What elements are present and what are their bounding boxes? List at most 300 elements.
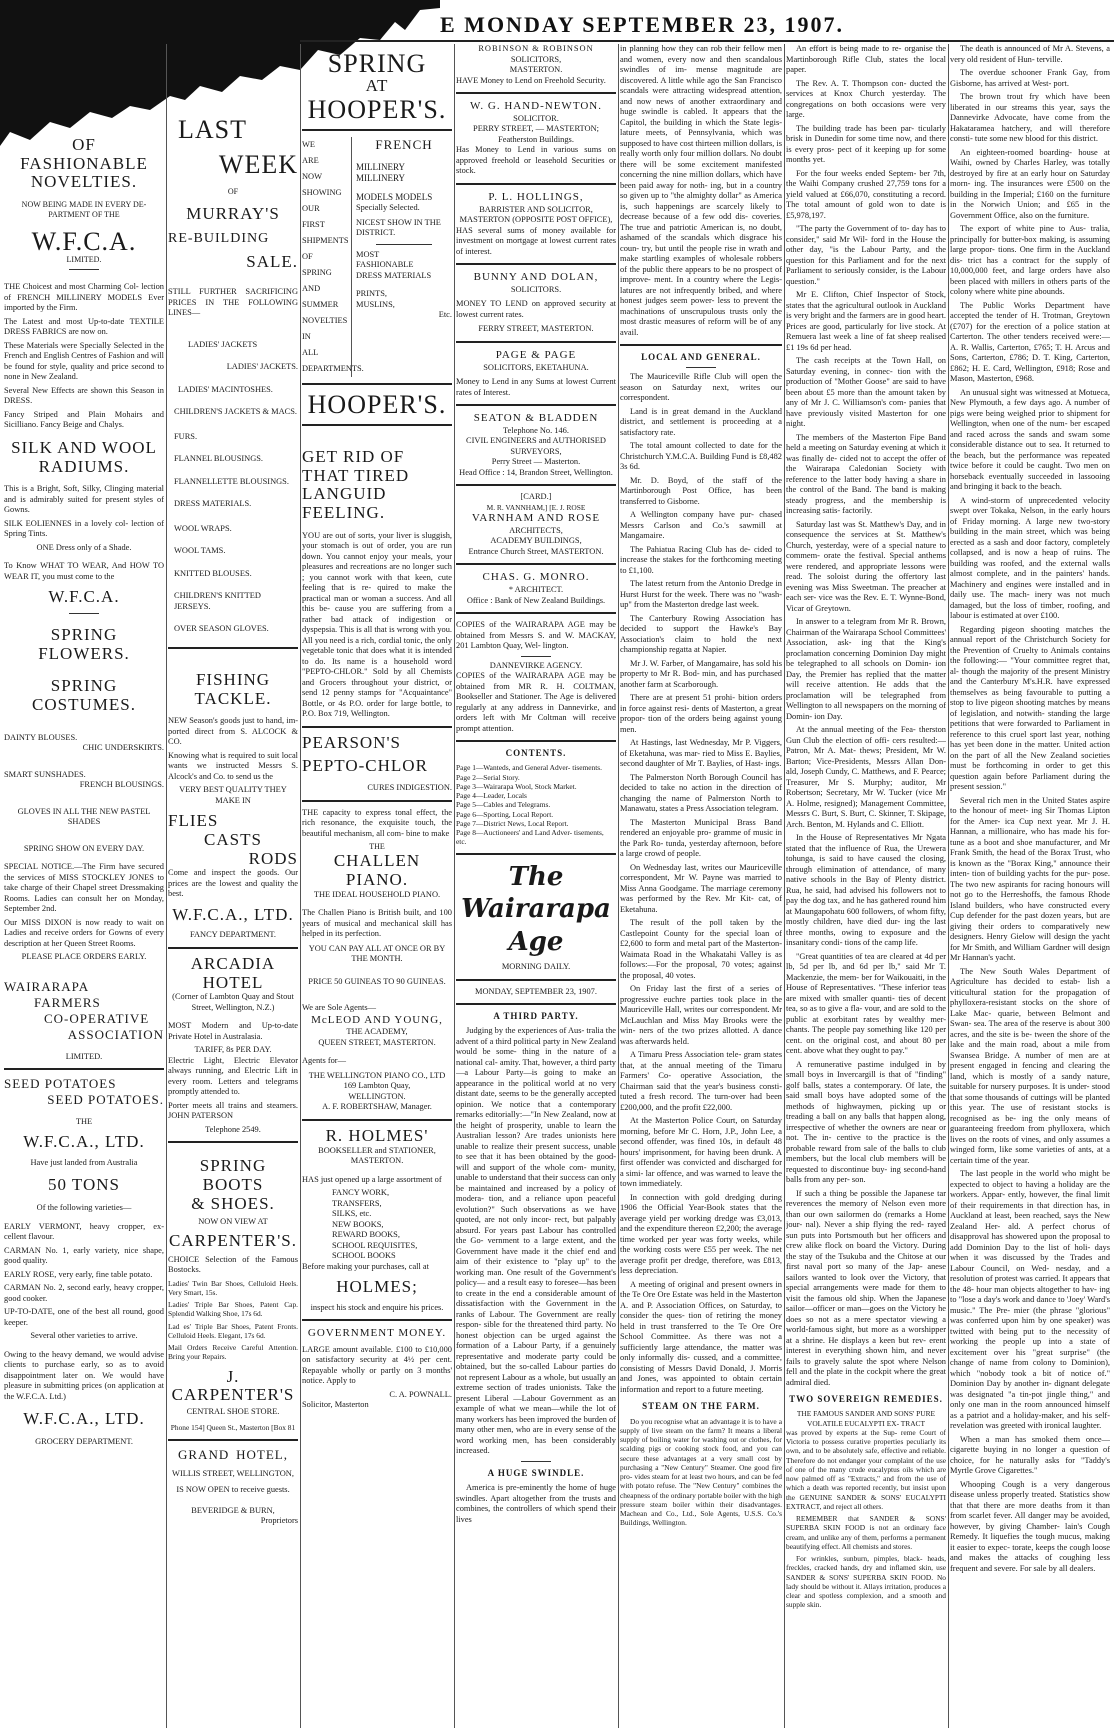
ad-text: PRINTS, bbox=[356, 289, 387, 299]
ad-heading: LANGUID bbox=[302, 484, 387, 504]
ad-paragraph: Come and inspect the goods. Our prices are the lowest and quality the best. bbox=[168, 868, 298, 899]
column-rule bbox=[166, 44, 167, 1728]
news-paragraph: When a man has smoked them once—cigarette buying in no longer a question of choice, for he naturally asks for "Taddy's Myrtle Grove Cigarettes." bbox=[950, 1434, 1110, 1475]
we-are-list bbox=[302, 137, 364, 377]
ad-text: Proprietors bbox=[260, 1516, 298, 1526]
news-paragraph: Whooping Cough is a very dangerous disease unless properly treated. Statistics show that that there are more deaths from it than from scarlet fever. All danger may be avoided, however, by giving Chamber- lain's Cough Remedy. It liquefies the tough mucus, making it easier to expec- torate, keeps the cough loose and makes the attacks of coughing less frequent and severe. For sale by all dealers. bbox=[950, 1479, 1110, 1573]
card-text: COPIES of the WAIRARAPA AGE may be obtained from MR R. H. COLTMAN, Bookseller and Stationer. The Age is delivered regularly at any address in Dannevirke, and orders left with Mr Coltman will receive prompt attention. bbox=[456, 671, 616, 733]
ad-heading: CO-OPERATIVE bbox=[44, 1011, 150, 1027]
news-paragraph: At Hastings, last Wednesday, Mr P. Viggers, of Eketahuna, was mar- ried to Miss E. Baylies, second daughter of Mr T. Baylies, of Hast- ings. bbox=[620, 738, 782, 769]
divider bbox=[4, 1068, 164, 1070]
ad-heading: McLEOD AND YOUNG, bbox=[311, 1013, 443, 1026]
news-paragraph: At the annual meeting of the Fea- therston Gun Club the election of offi- cers resulted:—Patron, Mr A. Mat- thews; President, Mr W. Barton; Vice-Presidents, Messrs Allan Don- ald, Joseph Cundy, C. Matthews, and F. Pearce; Treasurer, Mr S. Murphy; auditor, Mr Robertson; Secretary, Mr W. Tucker (vice Mr A. Holme, resigned); Management Committee, Messrs C. Burt, S. Burt, C. Skinner, T. Skipage, Arch. Benton, M. Hylands and C. Elliott. bbox=[786, 725, 946, 829]
divider bbox=[456, 263, 616, 265]
card-text: BARRISTER AND SOLICITOR, bbox=[479, 204, 593, 214]
ad-heading: CARPENTER'S. bbox=[169, 1230, 297, 1250]
ad-paragraph: was proved by experts at the Sup- reme Court of Victoria to possess curative properties peculiarly its own, and to be absolutely safe, effective and reliable. Therefore do not endanger your complaint of the use of one of the many crude eucalyptus oils which are now palmed off as "Extracts," and from the use of which a death was reported recently, but insist upon the GENUINE SANDER & SONS' EUCALYPTI EXTRACT, and reject all others. bbox=[786, 1427, 946, 1511]
list-word: OF bbox=[302, 252, 313, 262]
article-headline: A THIRD PARTY. bbox=[493, 1011, 579, 1021]
list-item: SCHOOL REQUISITES, bbox=[332, 1240, 418, 1250]
ad-heading: HOTEL, bbox=[236, 1446, 288, 1462]
column-hoopers-advert bbox=[302, 44, 452, 1734]
news-paragraph: On Friday last the first of a series of progressive euchre parties took place in the Mauriceville Hall, writes our correspondent. Mr McLauchlan and Miss May Brooks were the win- ners of the two prizes allotted. A dance was afterwards held. bbox=[620, 984, 782, 1046]
news-paragraph: "The party the Government of to- day has to consider," said Mr Wil- ford in the House the other day, "is the Labour Party, and the question for this Parliament and for the next Parliament to seriously consider, is the Labour question." bbox=[786, 224, 946, 286]
ad-heading: SALE. bbox=[246, 251, 298, 271]
list-word: NOVELTIES bbox=[302, 315, 348, 325]
news-paragraph: Mr. D. Boyd, of the staff of the Martinborough Post Office, has been transferred to Gisborne. bbox=[620, 475, 782, 506]
news-paragraph: Saturday last was St. Matthew's Day, and in consequence the services at St. Matthew's Church, yesterday, were of a special nature to commem- orate the festival. Special anthems were rendered, and appropriate lessons were read. The soloist during the offertory last evening was Miss Sweetman. The preacher at each ser- vice was the Rev. E. T. Wynne-Bond, Vicar of Greytown. bbox=[786, 519, 946, 613]
card-text: Head Office : 14, Brandon Street, Wellington. bbox=[459, 467, 613, 477]
ad-text: THE bbox=[369, 842, 385, 852]
card-heading: BUNNY AND DOLAN, bbox=[473, 271, 599, 283]
ad-heading: GOVERNMENT MONEY. bbox=[307, 1327, 447, 1340]
contents-heading: CONTENTS. bbox=[505, 748, 567, 758]
top-rule bbox=[300, 40, 1114, 42]
news-paragraph: At the Masterton Police Court, on Saturday morning, before Mr C. Horn, J.P., John Lee, a second offender, was fined 10s, in default 48 hours' imprisonment, for having been drunk. A first offender was convicted and discharged for a simi- lar offence, and was warned to leave the town immediately. bbox=[620, 1116, 782, 1189]
ad-text: IS NOW OPEN to receive guests. bbox=[176, 1485, 290, 1495]
article-headline: STEAM ON THE FARM. bbox=[642, 1401, 760, 1412]
column-rule bbox=[618, 44, 619, 1728]
ad-heading: WAIRARAPA bbox=[4, 978, 90, 994]
news-paragraph: A meeting of original and present owners in the Te Ore Ore Estate was held in the Masterton A. and P. Association Offices, on Saturday, to consider the ques- tion of retiring the money held in trust transferred to the Te Ore Ore School Committee. As there was not a sufficiently large attendance, the matter was only informally dis- cussed, and a committee, consisting of Messrs David Donald, J. Morris and Jones, was appointed to obtain certain information and report to a future meeting. bbox=[620, 1279, 782, 1394]
ad-text: Solicitor, Masterton bbox=[302, 1400, 369, 1410]
ad-text: We are Sole Agents— bbox=[302, 1003, 376, 1013]
card-text: Entrance Church Street, MASTERTON. bbox=[468, 546, 604, 556]
divider bbox=[456, 341, 616, 343]
ad-text: WILLIS STREET, WELLINGTON, bbox=[172, 1468, 294, 1478]
list-item: SILKS, etc. bbox=[332, 1209, 372, 1219]
ad-text: LIMITED. bbox=[66, 255, 102, 265]
contents-item: Page 5—Cables and Telegrams. bbox=[456, 800, 551, 810]
news-paragraph: A wind-storm of unprecedented velocity swept over Tokaka, Nelson, in the early hours of Friday morning. A large new two-story building in the main street, which was being erected as a sash and door factory, completely collapsed, and is now a heap of ruins. The building was roofed, and the external walls almost complete, and in the painters' hands. Machinery and engines were installed and in daily use. The mach- inery was not much damaged, but the loss of timber, roofing, and labour is estimated at over £100. bbox=[950, 495, 1110, 620]
ad-text: THE bbox=[75, 1116, 93, 1126]
column-wfca-advert bbox=[4, 44, 164, 1734]
article-body: Judging by the experiences of Aus- tralia the advent of a third political party in New Zealand would be some- thing in the nature of a national cal- amity. That, however, a third party —a Labour Party—is going to make an appearance in the political world at no very distant date, seems to be the generally accepted opinion. We notice that a contemporary remarks editorially:—"In New Zealand, now at the height of prosperity, unable to learn the Australian lesson? Are trades unionists here unable to realize their present success, unable to see that it has been obtained by the good- will and support of the whole com- munity, unable to understand that their success can only be maintained and increased by a policy of modera- tion, and a reliance upon peaceful evolution?" Such observations as we have quoted, are not only incor- rect, but palpably absurd. For years past Labour has controlled the Go- vernment to a large extent, and the Government have made it the chief end and aim of their existence to "play up" to the working man. One result of the Government's policy— and a result easy to foresee—has been to create in the end a considerable amount of dissatisfaction with the Government in the ranks of Labour. The Government are really respon- sible for the threatened third party. No honest objection can be urged against the formation of a Labour Party, if a genuinely representative and moderate party could be obtained, but the so-called Labour parties do not represent Labour as a whole, but usually an extreme section of trades unionists. Take the present Liberal —Labour Government as an example of what we mean—while the lot of many workers has been improved the burden of many other men, who are in every sense of the word working men, has been considerably increased. bbox=[456, 1026, 616, 1456]
card-text: Perry Street — Masterton. bbox=[491, 457, 581, 467]
news-paragraph: Land is in great demand in the Auckland district, and settlement is proceeding at a satisfactory rate. bbox=[620, 406, 782, 437]
ad-heading: CASTS bbox=[204, 829, 262, 849]
column-rule bbox=[300, 44, 301, 1728]
news-paragraph: The Rev. A. T. Thompson con- ducted the services at Knox Church yesterday. The congregations on both occasions were very large. bbox=[786, 78, 946, 119]
ad-line-item: OVER SEASON GLOVES. bbox=[174, 624, 269, 634]
news-paragraph: The Pahiatua Racing Club has de- cided to increase the stakes for the forthcoming meeting to £1,100. bbox=[620, 544, 782, 575]
ad-paragraph: The Latest and most Up-to-date TEXTILE DRESS FABRICS are now on. bbox=[4, 316, 164, 337]
list-word: DEPARTMENTS. bbox=[302, 363, 364, 373]
ad-text: FASHIONABLE bbox=[356, 260, 414, 270]
ad-paragraph: HAS just opened up a large assortment of bbox=[302, 1174, 442, 1184]
ad-text: A. F. ROBERTSHAW, Manager. bbox=[322, 1102, 432, 1112]
ad-line-item: CHILDREN'S KNITTED JERSEYS. bbox=[174, 591, 261, 611]
article-headline: TWO SOVEREIGN REMEDIES. bbox=[789, 1394, 943, 1404]
ad-heading: PEARSON'S bbox=[302, 732, 401, 752]
ad-heading: OF bbox=[72, 135, 96, 154]
ad-heading: SPRING FLOWERS. bbox=[38, 624, 130, 663]
card-heading: VARNHAM AND ROSE bbox=[471, 512, 601, 524]
ad-paragraph: UP-TO-DATE, one of the best all round, good keeper. bbox=[4, 1307, 164, 1327]
ad-heading: SILK AND WOOL RADIUMS. bbox=[11, 437, 157, 476]
list-word: SHOWING bbox=[302, 188, 342, 198]
column-local-news bbox=[620, 44, 782, 1734]
card-heading: ROBINSON & ROBINSON bbox=[478, 44, 594, 53]
divider bbox=[302, 800, 452, 802]
column-news-continued bbox=[786, 44, 946, 1734]
ad-paragraph: Our MISS DIXON is now ready to wait on Ladies and receive orders for Gowns of every description at her Queen Street Rooms. bbox=[4, 917, 164, 948]
news-paragraph: The overdue schooner Frank Gay, from Gisborne, has arrived at West- port. bbox=[950, 68, 1110, 88]
news-paragraph: The Mauriceville Rifle Club will open the season on Saturday next, writes our correspondent. bbox=[620, 372, 782, 403]
ad-heading: TACKLE. bbox=[194, 688, 272, 708]
ad-line-item: LADIES' MACINTOSHES. bbox=[178, 384, 273, 394]
ad-paragraph: Knowing what is required to suit local wants we instructed Messrs S. Alcock's and Co. to send us the bbox=[168, 750, 298, 781]
divider bbox=[456, 563, 616, 565]
ad-text: Etc. bbox=[438, 310, 452, 320]
card-text: SOLICITORS, EKETAHUNA. bbox=[483, 362, 589, 372]
ad-text: Phone 154] Queen St., Masterton [Box 81 bbox=[170, 1423, 296, 1433]
ad-text: BEVERIDGE & BURN, bbox=[191, 1505, 275, 1515]
ad-text: DAINTY BLOUSES. bbox=[4, 732, 78, 742]
ad-heading: FISHING bbox=[195, 669, 271, 689]
ad-paragraph: REMEMBER that SANDER & SONS' SUPERBA SKIN FOOD is not an ordinary face cream, and unlike any of them, performs a permanent beautifying effect. All chemists and stores. bbox=[786, 1514, 946, 1551]
news-paragraph: The Palmerston North Borough Council has decided to take no action in the direction of changing the name of Palmerston North to Manawatu, states a Press Association telegram. bbox=[620, 772, 782, 814]
ad-heading: HOOPER'S. bbox=[307, 94, 447, 124]
ad-text: GLOVES IN ALL THE NEW PASTEL SHADES bbox=[17, 806, 151, 827]
ad-heading: PIANO. bbox=[345, 869, 409, 889]
contents-list bbox=[456, 763, 616, 846]
masthead-date: E MONDAY SEPTEMBER 23, 1907. bbox=[440, 12, 844, 37]
divider bbox=[168, 647, 298, 649]
ad-line-item: WOOL WRAPS. bbox=[174, 523, 232, 533]
card-text: PERRY STREET, — MASTERTON; Featherston Buildings. bbox=[473, 124, 599, 144]
card-text: * ARCHITECT. bbox=[508, 585, 564, 594]
divider bbox=[302, 424, 452, 426]
list-item: NEW BOOKS, bbox=[332, 1219, 384, 1229]
ad-text: MOST bbox=[356, 249, 380, 259]
card-text: MASTERTON (OPPOSITE POST OFFICE), bbox=[459, 215, 613, 224]
ad-heading: AT bbox=[365, 76, 389, 96]
ad-heading: MURRAY'S bbox=[186, 203, 280, 223]
divider bbox=[302, 1319, 452, 1321]
ad-text: VERY BEST QUALITY THEY MAKE IN bbox=[179, 785, 287, 805]
ad-paragraph: Owing to the heavy demand, we would advise clients to purchase early, so as to avoid disappointment later on. We would have pleasure in submitting prices (on application at the W.F.C.A. Ltd.) bbox=[4, 1349, 164, 1401]
ad-text: QUEEN STREET, MASTERTON. bbox=[318, 1037, 436, 1047]
ad-text: THE IDEAL HOUSEHOLD PIANO. bbox=[313, 889, 441, 899]
divider bbox=[456, 1003, 616, 1005]
ad-heading: J. CARPENTER'S bbox=[171, 1366, 295, 1405]
list-word: OUR bbox=[302, 204, 320, 214]
card-heading: P. L. HOLLINGS, bbox=[488, 190, 584, 203]
ad-text: BOOKSELLER and STATIONER, MASTERTON. bbox=[318, 1145, 436, 1166]
ad-heading: RODS bbox=[248, 848, 298, 868]
ad-text: Of the following varieties— bbox=[36, 1203, 132, 1213]
ad-heading: SPRING BOOTS bbox=[199, 1156, 267, 1195]
nameplate-sub: MORNING DAILY. bbox=[501, 962, 571, 971]
ad-paragraph: For wrinkles, sunburn, pimples, black- heads, freckles, cracked hands, dry and inflamed skin, use SANDER & SONS' SUPERBA SKIN FOOD. No lady should be without it. Allays irritation, produces a clear and spotless complexion, and a smooth and supple skin. bbox=[786, 1554, 946, 1610]
ad-heading: FASHIONABLE bbox=[20, 153, 148, 173]
ad-heading: FEELING. bbox=[302, 503, 386, 523]
list-word: SPRING bbox=[302, 268, 332, 278]
ad-text: Specially Selected. bbox=[356, 203, 420, 213]
news-paragraph: For the four weeks ended Septem- ber 7th, the Waihi Company crushed 27,759 tons for a yield valued at £66,070, constituting a record. The total amount of gold won to date is £5,978,197. bbox=[786, 168, 946, 220]
divider bbox=[69, 269, 99, 270]
news-paragraph: The Canterbury Rowing Association has decided to support the Hawke's Bay Association's claim to hold the next championship regatta at Napier. bbox=[620, 613, 782, 655]
news-paragraph: The death is announced of Mr A. Stevens, a very old resident of Hun- terville. bbox=[950, 44, 1110, 64]
ad-text: Several other varieties to arrive. bbox=[30, 1331, 138, 1341]
ad-paragraph: Lad es' Triple Bar Shoes, Patent Fronts. Celluloid Heels. Elegant, 17s 6d. bbox=[168, 1321, 298, 1340]
ad-text: MUSLINS, bbox=[356, 299, 395, 309]
news-paragraph: "Great quantities of tea are cleared at 4d per lb, 5d per lb, and 6d per lb," said Mr T. Mackenzie, the mem- ber for Waikouaiti, in the House of Representatives. "These inferior teas are mixed with smaller quanti- ties of decent tea, so as to give a fla- vour, and are sold to the public at exorbitant rates by wealthy mer- chants. The people pay something like 120 per cent. on the original cost, and about 80 per cent. above what they ought to pay." bbox=[786, 951, 946, 1055]
news-paragraph: The last people in the world who might be expected to object to having a holiday are the workers. Appar- ently, however, the final limit of their requirements in that direction has, in Auckland at least, been reached, says the New Zealand Her- ald. A perfect chorus of disapproval has showered upon the proposal to add Dominion Day to the list of holi- days when it was discussed by the Trades and Labour Council, on Wed- nesday, and a resolution of protest was carried. It appears that the 48- hour man objects altogether to hav- ing to "lose a day's work and dance to 'Joey' Ward's music." The Pre- mier (the phrase "glorious" was conferred upon him by one speaker) was twitted with being put to the necessity of working the people up into a state of excitement over his "great surprise" (the change of name from colony to Dominion), which "nobody took a bit of notice of." Dominion Day by another in- dignant delegate was designated "a tin-pot jingle thing," and only one man in the room announced himself as a patriot and a holiday-maker, and his self-revelation was greeted with ironical laughter. bbox=[950, 1169, 1110, 1430]
ad-paragraph: Several New Effects are shown this Season in DRESS. bbox=[4, 385, 164, 406]
ad-paragraph: Ladies' Triple Bar Shoes, Patent Cap. Splendid Walking Shoe, 17s 6d. bbox=[168, 1300, 298, 1319]
ad-paragraph: SILK EOLIENNES in a lovely col- lection of Spring Tints. bbox=[4, 518, 164, 539]
ad-text: Agents for— bbox=[302, 1056, 346, 1066]
issue-date: MONDAY, SEPTEMBER 23, 1907. bbox=[475, 986, 597, 996]
wfca-logo-text: W.F.C.A., LTD. bbox=[23, 1409, 145, 1429]
ad-paragraph: Mail Orders Receive Careful Attention. Bring your Repairs. bbox=[168, 1343, 298, 1362]
card-text: Telephone No. 146. bbox=[503, 425, 569, 435]
card-heading: CHAS. G. MONRO. bbox=[482, 571, 590, 584]
ad-text: inspect his stock and enquire his prices. bbox=[310, 1302, 444, 1312]
card-text: HAVE Money to Lend on Freehold Security. bbox=[456, 75, 606, 85]
column-rule bbox=[454, 44, 455, 1728]
ad-text: NOW ON VIEW AT bbox=[198, 1217, 268, 1227]
divider bbox=[456, 183, 616, 185]
card-text: CIVIL ENGINEERS and AUTHORISED SURVEYORS, bbox=[466, 436, 606, 456]
ad-heading: FARMERS bbox=[34, 994, 101, 1010]
contents-item: Page 7—District News, Local Report. bbox=[456, 818, 569, 828]
ad-line-item: WOOL TAMS. bbox=[174, 546, 226, 556]
news-paragraph: The export of white pine to Aus- tralia, principally for butter-box making, is assuming large propor- tions. One firm in the Auckland dis- trict has a contract for the supply of 10,000,000 feet, and large orders have also been placed with millers in others parts of the colony where white pine abounds. bbox=[950, 224, 1110, 296]
news-paragraph: There are at present 51 prohi- bition orders in force against resi- dents of Masterton, a great propor- tion of the orders being against young men. bbox=[620, 693, 782, 734]
ad-text: PARTMENT OF THE bbox=[48, 210, 120, 220]
list-word: ALL bbox=[302, 347, 319, 357]
ad-line-item: FLANNELLETTE BLOUSINGS. bbox=[174, 476, 289, 486]
column-rule bbox=[948, 44, 949, 1728]
divider bbox=[168, 1141, 298, 1143]
news-paragraph: The total amount collected to date for the Christchurch Y.M.C.A. Building Fund is £8,482 3s 6d. bbox=[620, 441, 782, 472]
card-text: SOLICITOR. bbox=[513, 113, 559, 123]
ad-line-item: CHILDREN'S JACKETS & MACS. bbox=[174, 407, 297, 417]
ad-heading: GRAND bbox=[178, 1446, 230, 1462]
ad-text: LIMITED. bbox=[65, 1051, 103, 1061]
ad-text: 169 Lambton Quay, bbox=[343, 1081, 411, 1091]
news-paragraph: Do you recognise what an advantage it is to have a supply of live steam on the farm? It means a liberal supply of boiling water for washing out or clothes, for scalding pigs or cooking stock food, and you can secure these advantages at a very small cost by purchasing a "New Century" Steamer. One good fire pro- vides steam for at least two hours, and can be fed with potato refuse. The "New Century" combines the cheapness of the ordinary portable boiler with the high pressure steam boiler within their disadvantages. Machean and Co., Ltd., Sole Agents, U.S.S. Co.'s Buildings, Wellington. bbox=[620, 1416, 782, 1528]
goods-list bbox=[302, 1188, 452, 1262]
ad-heading: HOLMES; bbox=[336, 1277, 418, 1297]
wfca-logo-text: W.F.C.A. bbox=[31, 227, 137, 257]
ad-heading: SPRING bbox=[327, 49, 427, 78]
divider bbox=[302, 1119, 452, 1121]
ad-text: TARIFF, 8s PER DAY. bbox=[194, 1045, 272, 1055]
divider bbox=[302, 129, 452, 131]
ad-paragraph: THE capacity to express tonal effect, the rich resonance, the exquisite touch, the beautiful mechanism, all com- bine to make bbox=[302, 807, 452, 838]
divider bbox=[168, 947, 298, 949]
ad-heading: 50 TONS bbox=[47, 1175, 121, 1195]
ad-heading: ARCADIA HOTEL bbox=[190, 953, 276, 992]
divider bbox=[456, 740, 616, 742]
ad-paragraph: This is a Bright, Soft, Silky, Clinging material and is admirably suited for present styles of Gowns. bbox=[4, 484, 164, 515]
list-word: SUMMER bbox=[302, 299, 339, 309]
ad-heading: SEED POTATOES bbox=[4, 1076, 117, 1092]
ad-text: DRESS MATERIALS bbox=[356, 270, 432, 280]
news-paragraph: The cash receipts at the Town Hall, on Saturday evening, in connec- tion with the production of "Mother Goose" are said to have been about £5 more than the amount taken by any of Mr J. C. Williamson's com- panies that have previously visited Masterton for one night. bbox=[786, 356, 946, 428]
ad-paragraph: CARMAN No. 2, second early, heavy cropper, good cooker. bbox=[4, 1283, 164, 1303]
news-paragraph: An eighteen-roomed boarding- house at Waihi, owned by Charles Harley, was totally destroyed by fire at an early hour on Saturday morn- ing. The insurances were £500 on the building in the Imperial; £160 on the furniture in the Norwich Union; and £65 in the Government Office, also on the furniture. bbox=[950, 147, 1110, 220]
divider bbox=[456, 92, 616, 94]
ad-paragraph: EARLY ROSE, very early, fine table potato. bbox=[4, 1269, 153, 1279]
contents-item: Page 1—Wanteds, and General Adver- tisements. bbox=[456, 763, 602, 773]
list-word: IN bbox=[302, 331, 311, 341]
ad-text: ONE Dress only of a Shade. bbox=[36, 542, 132, 552]
card-text: HAS several sums of money available for investment on mortgage at lowest current rates of interest. bbox=[456, 225, 616, 256]
ad-paragraph: YOU are out of sorts, your liver is sluggish, your stomach is out of order, you are run down. You cannot enjoy your meals, your pleasures and recreations are no longer such ; you cannot work with that keen, cute feeling that is re- quired to make the practical man or woman a success. And all this be- cause you are suffering from a rather bad attack of indigestion or dyspepsia. This is all that is wrong with you. All you need is a rich, cordial tonic, the only vegetable tonic that does what it is intended to do. Its name is a household word "PEPTO-CHLOR." Sold by all Chemists and Grocers throughout your district, or send 12 penny stamps for "Acquaintance" Bottle, or 4s P.O. order for large bottle, to P.O. Box 719, Wellington. bbox=[302, 530, 452, 719]
ad-text: FANCY DEPARTMENT. bbox=[189, 930, 277, 940]
news-paragraph: The building trade has been par- ticularly brisk in Dunedin for some time now, and there is every pros- pect of it keeping up for some months yet. bbox=[786, 123, 946, 164]
card-text: Has Money to Lend in various sums on approved freehold or leasehold Securities or stock. bbox=[456, 145, 616, 176]
wfca-logo-text: W.F.C.A., LTD. bbox=[172, 904, 294, 924]
news-paragraph: The result of the poll taken by the Castlepoint County for the special loan of £2,600 to form and metal part of the Masterton-Waimata Road in the Whakatahi Valley is as follows:—For the proposal, 70 votes; against the proposal, 40 votes. bbox=[620, 918, 782, 980]
divider bbox=[456, 979, 616, 981]
list-item: REWARD BOOKS, bbox=[332, 1230, 400, 1240]
news-paragraph: The New South Wales Department of Agriculture has decided to estab- lish a viticultural station for the propagation of phylloxera-resistant stocks on the shore of Lake Mac- quarie, between Belmont and Swan- sea. The area of the reserve is about 300 acres, and the site is be- tween the shore of the lake and the main road, about a mile from Swansea Bridge. A number of men are at present engaged in fencing and clearing the land, which is mostly of a sandy nature, suitable for nursery purposes. It is under- stood that some thousands of cuttings will be planted this year. The use of resistant stocks is recognised as be- ing the only means of guaranteeing freedom from phylloxera, which lives on the roots of vines, and only assumes a winged form, like some varieties of ants, at a certain time of the year. bbox=[950, 966, 1110, 1165]
ad-line-item: LADIES' JACKETS. bbox=[226, 362, 298, 372]
card-heading: SEATON & BLADDEN bbox=[473, 412, 599, 424]
divider bbox=[456, 404, 616, 406]
ad-paragraph: SPECIAL NOTICE.—The Firm have secured the services of MISS STOCKLEY JONES to take charge of their Chapel street Dressmaking Rooms. Ladies can consult her on Monday, September 2nd. bbox=[4, 862, 164, 914]
column-professional-cards bbox=[456, 44, 616, 1734]
ad-text: Have just landed from Australia bbox=[30, 1157, 138, 1167]
card-text: FERRY STREET, MASTERTON. bbox=[478, 324, 594, 334]
card-heading: W. G. HAND-NEWTON. bbox=[470, 100, 602, 112]
ad-paragraph: THE Choicest and most Charming Col- lection of FRENCH MILLINERY MODELS Ever imported by the Firm. bbox=[4, 282, 164, 313]
ad-paragraph: Porter meets all trains and steamers. JOHN PATERSON bbox=[168, 1100, 298, 1121]
ad-heading: R. HOLMES' bbox=[325, 1125, 429, 1145]
ad-heading: RE-BUILDING bbox=[168, 231, 270, 247]
card-heading: PAGE & PAGE bbox=[495, 348, 577, 361]
ad-text: Telephone 2549. bbox=[205, 1124, 261, 1134]
newspaper-nameplate: The Wairarapa Age bbox=[461, 861, 611, 957]
ad-heading: LAST bbox=[178, 115, 247, 144]
ad-paragraph: These Materials were Specially Selected in the French and English Centres of Fashion and will be found for style, quality and price second to none in New Zealand. bbox=[4, 340, 164, 382]
news-paragraph: The members of the Masterton Fipe Band held a meeting on Saturday evening at which it was finally de- cided not to accept the offer of the Wairarapa Caledonian Society with reference to the latter body having a share in the control of the Band. The band is making steady progress, and the membership is increasing satis- factorily. bbox=[786, 432, 946, 515]
ad-text: NICEST SHOW IN THE DISTRICT. bbox=[356, 217, 441, 238]
divider bbox=[302, 383, 452, 385]
article-body: in planning how they can rob their fellow men and women, every now and then scandalous swindles of im- mense magnitude are discovered. A little while ago the San Francisco scandals were attracting widespread attention, and now news of another extraordinary and huge swindle is cabled. It appears that the Capitol, the building in which the State legis- lature meets, of Pennsylvania, which was supposed to have cost thirteen million dollars, is really worth only four million dollars. No doubt there will be some excitement manifested concerning the nine million dollars, which have been paid away for noth- ing, but in a country so given up to "the almighty dollar" as America is, such happenings are scarcely likely to decrease because of a few odd dis- coveries. The true and patriotic American is, no doubt, ashamed of the scandals which disgrace his coun- try, but until the people rise in wrath and make startling examples of wholesale robbers of the public there appears to be no prospect of improve- ment. In a country where the Legis- latures are not infrequently bribed, and where honest judges seem power- less to prevent the machinations of unscrupulous trusts only the most drastic measures of reform will be of any avail. bbox=[620, 44, 782, 337]
ad-heading: GET RID OF bbox=[302, 447, 405, 467]
list-word: ARE bbox=[302, 156, 319, 166]
section-headline: LOCAL AND GENERAL. bbox=[641, 352, 761, 362]
card-heading: DANNEVIRKE AGENCY. bbox=[489, 660, 583, 670]
ad-heading: CHALLEN bbox=[333, 851, 421, 871]
list-item: FANCY WORK, bbox=[332, 1188, 390, 1198]
ad-paragraph: Electric Light, Electric Elevator always running, and Electric Lift in every room. Letters and telegrams promptly attended to. bbox=[168, 1055, 298, 1097]
list-word: AND bbox=[302, 284, 321, 293]
column-murrays-advert bbox=[168, 44, 298, 1734]
ad-text: THE ACADEMY, bbox=[346, 1027, 408, 1037]
card-text: [CARD.] bbox=[520, 492, 552, 502]
ad-heading: ASSOCIATION bbox=[67, 1027, 164, 1043]
divider bbox=[620, 344, 782, 346]
ad-text: YOU CAN PAY ALL AT ONCE OR BY THE MONTH. bbox=[308, 943, 446, 964]
ad-text: PLEASE PLACE ORDERS EARLY. bbox=[21, 952, 147, 962]
divider bbox=[456, 484, 616, 486]
news-paragraph: The brown trout fry which have been liberated in our streams this year, says the Dannevirke Advocate, have come from the Hakataramea hatchery, and will therefore consti- tute some new blood for this district. bbox=[950, 92, 1110, 143]
ad-heading: NOVELTIES. bbox=[30, 172, 138, 192]
news-paragraph: The Masterton Municipal Brass Band rendered an enjoyable pro- gramme of music in the Park Ro- tunda, yesterday afternoon, before a large crowd of people. bbox=[620, 817, 782, 859]
ad-text: PRICE 50 GUINEAS TO 90 GUINEAS. bbox=[308, 976, 446, 986]
ad-text: THE WELLINGTON PIANO CO., LTD bbox=[308, 1070, 446, 1080]
ad-heading: WEEK bbox=[218, 150, 298, 180]
ad-paragraph: MOST Modern and Up-to-date Private Hotel in Australasia. bbox=[168, 1021, 298, 1041]
divider bbox=[521, 1461, 551, 1462]
divider bbox=[521, 656, 551, 657]
contents-item: Page 2—Serial Story. bbox=[456, 772, 520, 782]
divider bbox=[376, 244, 432, 245]
news-paragraph: A remunerative pastime indulged in by small boys in Invercargill is that of "finding" golf balls, states a contemporary. Of late, the said small boys have adopted some of the methods of highwaymen, picking up or treading a ball on any balls that happen along, irrespective of whether the owners are near or not. The in- centive to the practice is the probable reward from sale of the balls to club members, but the local club members will be requested to discontinue buy- ing second-hand balls from any per- son. bbox=[786, 1059, 946, 1184]
ad-text: CURES INDIGESTION. bbox=[367, 783, 452, 793]
ad-text: WELLINGTON. bbox=[348, 1091, 406, 1101]
list-word: NOW bbox=[302, 172, 323, 182]
wfca-logo-text: W.F.C.A., LTD. bbox=[23, 1132, 145, 1152]
wfca-logo-text: W.F.C.A. bbox=[48, 587, 120, 607]
column-news-right bbox=[950, 44, 1110, 1734]
news-paragraph: Several rich men in the United States aspire to the honour of meet- ing Sir Thomas Lipton for the Amer- ica Cup next year. Mr J. H. Hannan, a millionaire, who has made his for- tune as a boot and shoe manufacturer, and Mr Frank Smith, the head of the Borax Trust, who is known as the "Borax King," announce their inten- tion of building yachts for the pur- pose. The two new aspirants for racing honours will not go to the Herreshoffs, the famous Rhode Island builders, who have constructed every Cup defender for the past dozen years, but are giving their orders to comparatively new designers. Henry Gielow will design the yacht for Mr Smith, and William Gardner will design Mr Hannan's yacht. bbox=[950, 795, 1110, 962]
ad-heading: SEED POTATOES. bbox=[47, 1092, 164, 1108]
card-text: ACADEMY BUILDINGS, bbox=[490, 536, 582, 546]
news-paragraph: An effort is being made to re- organise the Martinborough Rifle Club, states the local paper. bbox=[786, 44, 946, 74]
card-text: SOLICITORS, bbox=[510, 54, 562, 64]
news-paragraph: Mr E. Clifton, Chief Inspector of Stock, states that the agricultural outlook in Auckland is very bright and the farmers are in good heart. Prices are good, particularly for live stock. At Remuera last week a line of fat sheep realised £1 19s 6d per head. bbox=[786, 290, 946, 352]
ad-line-item: FLANNEL BLOUSINGS. bbox=[174, 454, 264, 464]
divider bbox=[456, 612, 616, 614]
list-word: FIRST bbox=[302, 220, 325, 230]
contents-item: Page 4—Leader, Locals bbox=[456, 791, 527, 800]
ad-paragraph: EARLY VERMONT, heavy cropper, ex- cellent flavour. bbox=[4, 1221, 164, 1242]
ad-text: OF bbox=[227, 186, 239, 196]
ad-text: SPRING SHOW ON EVERY DAY. bbox=[23, 843, 145, 853]
card-text: M. R. VANNHAM,] [E. J. ROSE bbox=[486, 502, 586, 512]
column-rule bbox=[784, 44, 785, 1728]
news-paragraph: The Public Works Department have accepted the tender of H. Trotman, Greytown (£707) for the erection of a police station at Carterton. The other tenders received were:—A. R. Wallis, Carterton, £765; T. H. Arcus and Sons, Carterton, £786; D. T. King, Carterton, £862; H. E. Card, Wellington, £918; Rose and Mason, Masterton, £968. bbox=[950, 300, 1110, 383]
ad-text: SMART SUNSHADES. bbox=[4, 769, 86, 779]
ad-heading: SPRING COSTUMES. bbox=[32, 676, 136, 714]
ad-paragraph: NEW Season's goods just to hand, im- ported direct from S. ALCOCK & CO. bbox=[168, 716, 298, 747]
ad-text: MILLINERY MILLINERY bbox=[356, 161, 405, 183]
news-paragraph: An unusual sight was witnessed at Motueca, New Plymouth, a few days ago. A number of pigs were being weighed prior to shipment for Wellington, when one of the num- ber escaped and raced across the sands and swam some considerable distance out to sea. It returned to the beach, but the performance was repeated twice before it could be caught. Two men on horseback eventually succeeded in lassooing and bringing it back to the beach. bbox=[950, 387, 1110, 491]
card-text: SOLICITORS. bbox=[510, 284, 562, 294]
article-headline: A HUGE SWINDLE. bbox=[487, 1467, 585, 1478]
ad-heading: FLIES bbox=[168, 811, 219, 831]
ad-text: THE FAMOUS SANDER AND SONS' PURE VOLATILE EUCALYPTI EX- TRACT bbox=[796, 1409, 936, 1428]
divider bbox=[456, 853, 616, 855]
ad-heading: PEPTO-CHLOR bbox=[302, 755, 428, 775]
news-paragraph: If such a thing be possible the Japanese tar reverences the memory of Nelson even more than our own sailormen do (remarks a Home jour- nal). Never a ship flying the red- rayed sun puts into Portsmouth but her officers and crew alike flock on board the Victory. During the stay of the Tsukuba and the Chitose at our first naval port so many of the Jap- anese sailors wanted to look over the Victory, that special arrangements were made for them to visit the famous old ship. When the Japanese sailor—officer or man—goes on the Victory he does so not as a mere spectator viewing a world-famous sight, but more as a worshipper at a shrine. He displays a keen but rev- erent interest in everything shown him, and never fails to gravely salute the spot where Nelson fell and the plate in the cockpit where the great admiral died. bbox=[786, 1188, 946, 1387]
ad-line-item: LADIES' JACKETS bbox=[188, 339, 258, 349]
list-word: WE bbox=[302, 140, 316, 150]
ad-heading: FRENCH bbox=[375, 137, 433, 153]
ad-paragraph: Before making your purchases, call at bbox=[302, 1261, 429, 1271]
divider bbox=[69, 613, 99, 614]
news-paragraph: Regarding pigeon shooting matches the annual report of the Christchurch Society for the Prevention of Cruelty to Animals contains the following:— "Your committee regret that, al- though the majority of the present Ministry and the Canterbury M's.H.R. have expressed themselves as being favourable to putting a stop to live pigeon shooting matches by means of legislation, and notwith- standing the large petitions that were forwarded to Parliament in reference to this cruel sport last year, nothing has yet been done in the matter. United action on the part of all the New Zealand societies must be forthcoming in order to get this question again before Parliament during the present session." bbox=[950, 624, 1110, 791]
news-paragraph: In connection with gold dredging during 1906 the Official Year-Book states that the average yield per working dredge was £3,013, and the expenditure thereon £2,200; the average time worked per year was forty weeks, while the working costs were £55 per week. The net average profit per dredge, therefore, was £813, less depreciation. bbox=[620, 1192, 782, 1276]
list-item: TRANSFERS, bbox=[332, 1198, 382, 1208]
card-text: Money to Lend in any Sums at lowest Current rates of Interest. bbox=[456, 377, 616, 397]
ad-paragraph: The Challen Piano is British built, and 100 years of musical and mechanical skill has helped in its perfection. bbox=[302, 908, 452, 939]
ad-text: C. A. POWNALL. bbox=[389, 1389, 452, 1399]
ad-text: MODELS MODELS bbox=[356, 192, 433, 203]
list-word: SHIPMENTS bbox=[302, 236, 349, 246]
card-text: MASTERTON. bbox=[509, 65, 563, 74]
news-paragraph: Mr J. W. Farber, of Mangamaire, has sold his property to Mr R. Bod- min, and has purchased another farm at Scarborough. bbox=[620, 658, 782, 689]
